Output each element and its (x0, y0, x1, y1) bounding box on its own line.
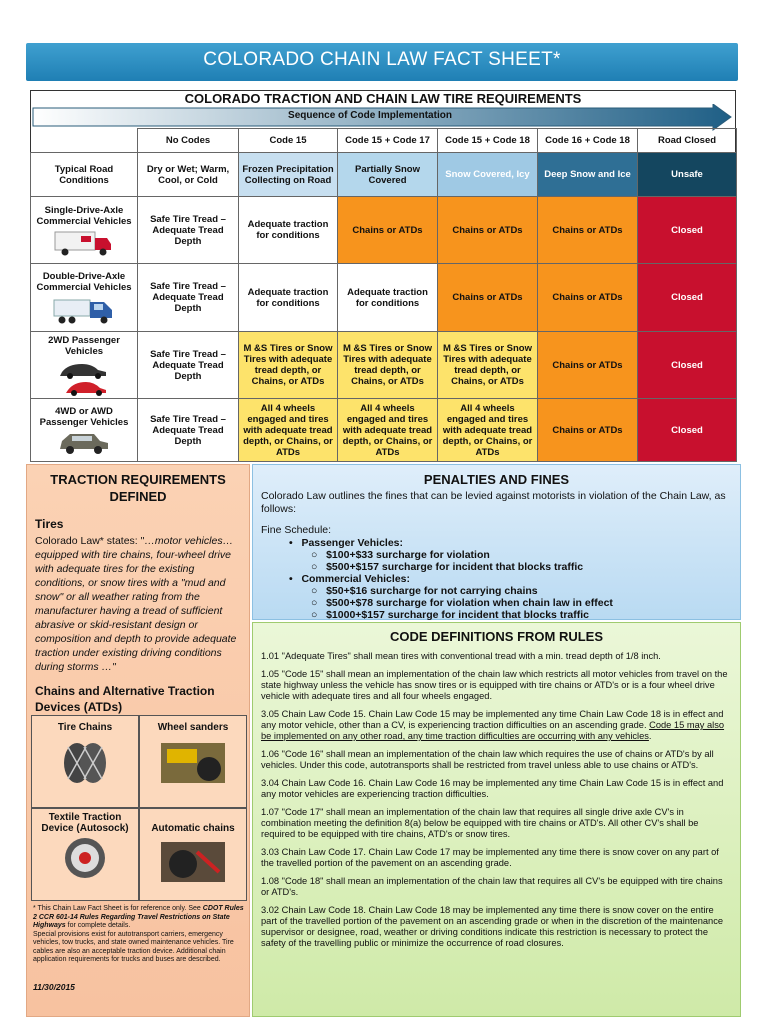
row-label-4wd (31, 399, 138, 462)
passenger-fine-text: $500+$157 surcharge for incident that blocks traffic (326, 561, 584, 573)
wheel-sander-icon (161, 743, 225, 783)
atd-grid (31, 715, 247, 901)
commercial-fine: ○ $1000+$157 surcharge for incident that blocks traffic (311, 609, 589, 621)
passenger-label-text: Passenger Vehicles: (301, 537, 403, 549)
row-label-text: 2WD Passenger Vehicles (48, 334, 120, 357)
atd-label: Wheel sanders (157, 722, 229, 733)
fine-schedule-label: Fine Schedule: (261, 524, 332, 536)
cell-r3-c1: All 4 wheels engaged and tires with adequate tread depth, or Chains, or ATDs (239, 399, 338, 462)
header-code-15-17: Code 15 + Code 17 (338, 129, 438, 153)
commercial-label-text: Commercial Vehicles: (301, 573, 410, 585)
suv-icon (56, 431, 112, 455)
header-corner (31, 129, 138, 153)
cell-r3-c2: All 4 wheels engaged and tires with adequate tread depth, or Chains, or ATDs (338, 399, 438, 462)
traction-title: TRACTION REQUIREMENTS DEFINED (50, 472, 226, 504)
revision-date: 11/30/2015 (33, 982, 75, 992)
rule-3-05-underlined: Code 15 may also be implemented on any other road, any time traction difficulties are occurring with any vehicles (261, 720, 725, 741)
footnote-intro: * This Chain Law Fact Sheet is for reference only. See (33, 905, 203, 912)
definition-1-08: 1.08 "Code 18" shall mean an implementation of the chain law that requires all CV's be equipped with tire chains or ATD's. (261, 876, 723, 897)
tires-heading: Tires (35, 517, 64, 531)
row-label-text: 4WD or AWD Passenger Vehicles (39, 405, 129, 428)
header-code-16-18: Code 16 + Code 18 (538, 129, 638, 153)
commercial-fine-text: $500+$78 surcharge for violation when chain law in effect (326, 597, 613, 609)
cell-r0-c3: Chains or ATDs (438, 197, 538, 264)
tires-lead: Colorado Law* states: " (35, 535, 145, 547)
footnote-provisions: Special provisions exist for autotransport carriers, emergency vehicles, tow trucks, and state owned maintenance vehicles. Tire cables are also an acceptable traction device. Additional chain application requirements for trucks and buses are described. (33, 930, 234, 963)
cell-r1-c5: Closed (638, 264, 737, 332)
definition-1-05: 1.05 "Code 15" shall mean an implementation of the chain law which restricts all motor vehicles from travel on the state highway unless the vehicle has snow tires or is equipped with tire chains or ATD's or is a four wheel drive vehicle with adequate tires and all four wheels engaged. (261, 669, 728, 701)
condition-deep-snow: Deep Snow and Ice (538, 153, 638, 197)
chains-heading: Chains and Alternative Traction Devices (ATDs) (35, 684, 215, 714)
tires-text (35, 534, 241, 674)
cell-r1-c1: Adequate traction for conditions (239, 264, 338, 332)
rule-3-04: 3.04 Chain Law Code 16. Chain Law Code 16 may be implemented any time Chain Law Code 15 is in effect and any motor vehicles are experiencing traction difficulties. (261, 778, 724, 799)
commercial-fine: ○ $500+$78 surcharge for violation when chain law in effect (311, 597, 613, 609)
cell-r2-c3: M &S Tires or Snow Tires with adequate tread depth, or Chains, or ATDs (438, 332, 538, 399)
page-banner: COLORADO CHAIN LAW FACT SHEET* (26, 43, 738, 81)
table-title: COLORADO TRACTION AND CHAIN LAW TIRE REQUIREMENTS (184, 91, 582, 106)
traction-requirements-panel (26, 464, 250, 1017)
passenger-fine: ○ $100+$33 surcharge for violation (311, 549, 490, 561)
cell-r2-c5: Closed (638, 332, 737, 399)
cell-r2-c2: M &S Tires or Snow Tires with adequate tread depth, or Chains, or ATDs (338, 332, 438, 399)
footnote (33, 905, 245, 965)
header-code-15-18: Code 15 + Code 18 (438, 129, 538, 153)
rule-3-05 (261, 709, 732, 742)
definition-1-07: 1.07 "Code 17" shall mean an implementation of the chain law that requires all single drive axle CV's in combination meeting the definition 8(a) below be equipped with tire chains or ATD's. All other CV's shall be required to be equipped with tire chains, ATD's or snow tires. (261, 807, 699, 839)
atd-automatic-chains (139, 808, 247, 901)
tires-quote: …motor vehicles…equipped with tire chains, four-wheel drive with adequate tires for the existing conditions, or snow tires with a "mud and snow" or all weather rating from the manufacturer having a tread of sufficient abrasive or skid-resistant design or composition and depth to provide adequate traction under existing driving conditions during storms …" (35, 535, 237, 673)
condition-snow-icy: Snow Covered, Icy (438, 153, 538, 197)
row-label-2wd (31, 332, 138, 399)
definition-1-01: 1.01 "Adequate Tires" shall mean tires with conventional tread with a min. tread depth of 1/8 inch. (261, 651, 661, 661)
atd-tire-chains (31, 715, 139, 808)
cell-r3-c5: Closed (638, 399, 737, 462)
row-label-text: Single-Drive-Axle Commercial Vehicles (36, 204, 132, 227)
rule-3-05-end: . (648, 731, 652, 741)
atd-autosock (31, 808, 139, 901)
cell-r3-c0: Safe Tire Tread – Adequate Tread Depth (138, 399, 239, 462)
atd-label: Automatic chains (151, 823, 235, 834)
code-definitions-panel (252, 622, 741, 1017)
passenger-fine-text: $100+$33 surcharge for violation (326, 549, 490, 561)
commercial-fine: ○ $50+$16 surcharge for not carrying chains (311, 585, 538, 597)
automatic-chains-icon (161, 842, 225, 882)
definition-1-06: 1.06 "Code 16" shall mean an implementation of the chain law which requires the use of chains or ATD's by all vehicles. Under this code, autotransports shall be restricted from travel unless able to use chains or ATD's. (261, 749, 714, 770)
sequence-label: Sequence of Code Implementation (288, 110, 452, 121)
cell-r0-c2: Chains or ATDs (338, 197, 438, 264)
cell-r0-c4: Chains or ATDs (538, 197, 638, 264)
cell-r3-c4: Chains or ATDs (538, 399, 638, 462)
commercial-fine-text: $50+$16 surcharge for not carrying chains (326, 585, 538, 597)
cell-r1-c0: Safe Tire Tread – Adequate Tread Depth (138, 264, 239, 332)
footnote-details: for complete details. (65, 922, 131, 929)
row-label-single-axle (31, 197, 138, 264)
passenger-fine: ○ $500+$157 surcharge for incident that blocks traffic (311, 561, 584, 573)
cell-r2-c0: Safe Tire Tread – Adequate Tread Depth (138, 332, 239, 399)
header-no-codes: No Codes (138, 129, 239, 153)
condition-dry: Dry or Wet; Warm, Cool, or Cold (138, 153, 239, 197)
rule-3-02: 3.02 Chain Law Code 18. Chain Law Code 18 may be implemented any time there is snow cover on the entire part of the travelled portion of the pavement on an ascending grade or when in the discretion of the maintenance supervisor or designee, road, weather or driving conditions indicate this restriction is necessary to protect the safety of the travelling public or minimize the occurrence of road closures. (261, 905, 724, 948)
commercial-fine-text: $1000+$157 surcharge for incident that blocks traffic (326, 609, 589, 621)
cell-r0-c1: Adequate traction for conditions (239, 197, 338, 264)
requirements-grid (30, 128, 737, 462)
atd-label: Tire Chains (57, 722, 113, 733)
atd-wheel-sanders (139, 715, 247, 808)
box-truck-icon (53, 230, 115, 256)
conditions-label: Typical Road Conditions (31, 153, 138, 197)
header-code-15: Code 15 (239, 129, 338, 153)
header-road-closed: Road Closed (638, 129, 737, 153)
penalties-panel (252, 464, 741, 620)
condition-frozen: Frozen Precipitation Collecting on Road (239, 153, 338, 197)
penalties-intro: Colorado Law outlines the fines that can be levied against motorists in violation of the Chain Law, as follows: (261, 490, 726, 515)
passenger-label: • Passenger Vehicles: (289, 537, 403, 549)
semi-truck-icon (52, 296, 116, 324)
cell-r1-c4: Chains or ATDs (538, 264, 638, 332)
row-label-double-axle (31, 264, 138, 332)
code-definitions-title: CODE DEFINITIONS FROM RULES (389, 629, 604, 644)
cell-r0-c5: Closed (638, 197, 737, 264)
rule-3-03: 3.03 Chain Law Code 17. Chain Law Code 17 may be implemented any time there is snow cover on any part of the travelled portion of the pavement on an ascending grade. (261, 847, 719, 868)
autosock-icon (61, 836, 109, 880)
cell-r2-c1: M &S Tires or Snow Tires with adequate tread depth, or Chains, or ATDs (239, 332, 338, 399)
cell-r0-c0: Safe Tire Tread – Adequate Tread Depth (138, 197, 239, 264)
condition-partial-snow: Partially Snow Covered (338, 153, 438, 197)
tire-chains-icon (60, 741, 110, 785)
rule-3-05-text: 3.05 Chain Law Code 15. Chain Law Code 15 may be implemented any time Chain Law Code 18 is in effect and any motor vehicle, other than a CV, is experiencing traction difficulties on an ascending grade. (261, 709, 724, 730)
atd-label: Textile Traction Device (Autosock) (41, 812, 129, 834)
cell-r1-c2: Adequate traction for conditions (338, 264, 438, 332)
footnote-rule-ref: CDOT Rules 2 CCR 601-14 Rules Regarding Travel Restrictions on State Highways (33, 905, 244, 929)
condition-unsafe: Unsafe (638, 153, 737, 197)
cell-r3-c3: All 4 wheels engaged and tires with adequate tread depth, or Chains, or ATDs (438, 399, 538, 462)
cell-r1-c3: Chains or ATDs (438, 264, 538, 332)
cell-r2-c4: Chains or ATDs (538, 332, 638, 399)
row-label-text: Double-Drive-Axle Commercial Vehicles (36, 271, 132, 293)
commercial-label: • Commercial Vehicles: (289, 573, 410, 585)
passenger-cars-icon (52, 360, 116, 396)
penalties-title: PENALTIES AND FINES (423, 472, 570, 487)
